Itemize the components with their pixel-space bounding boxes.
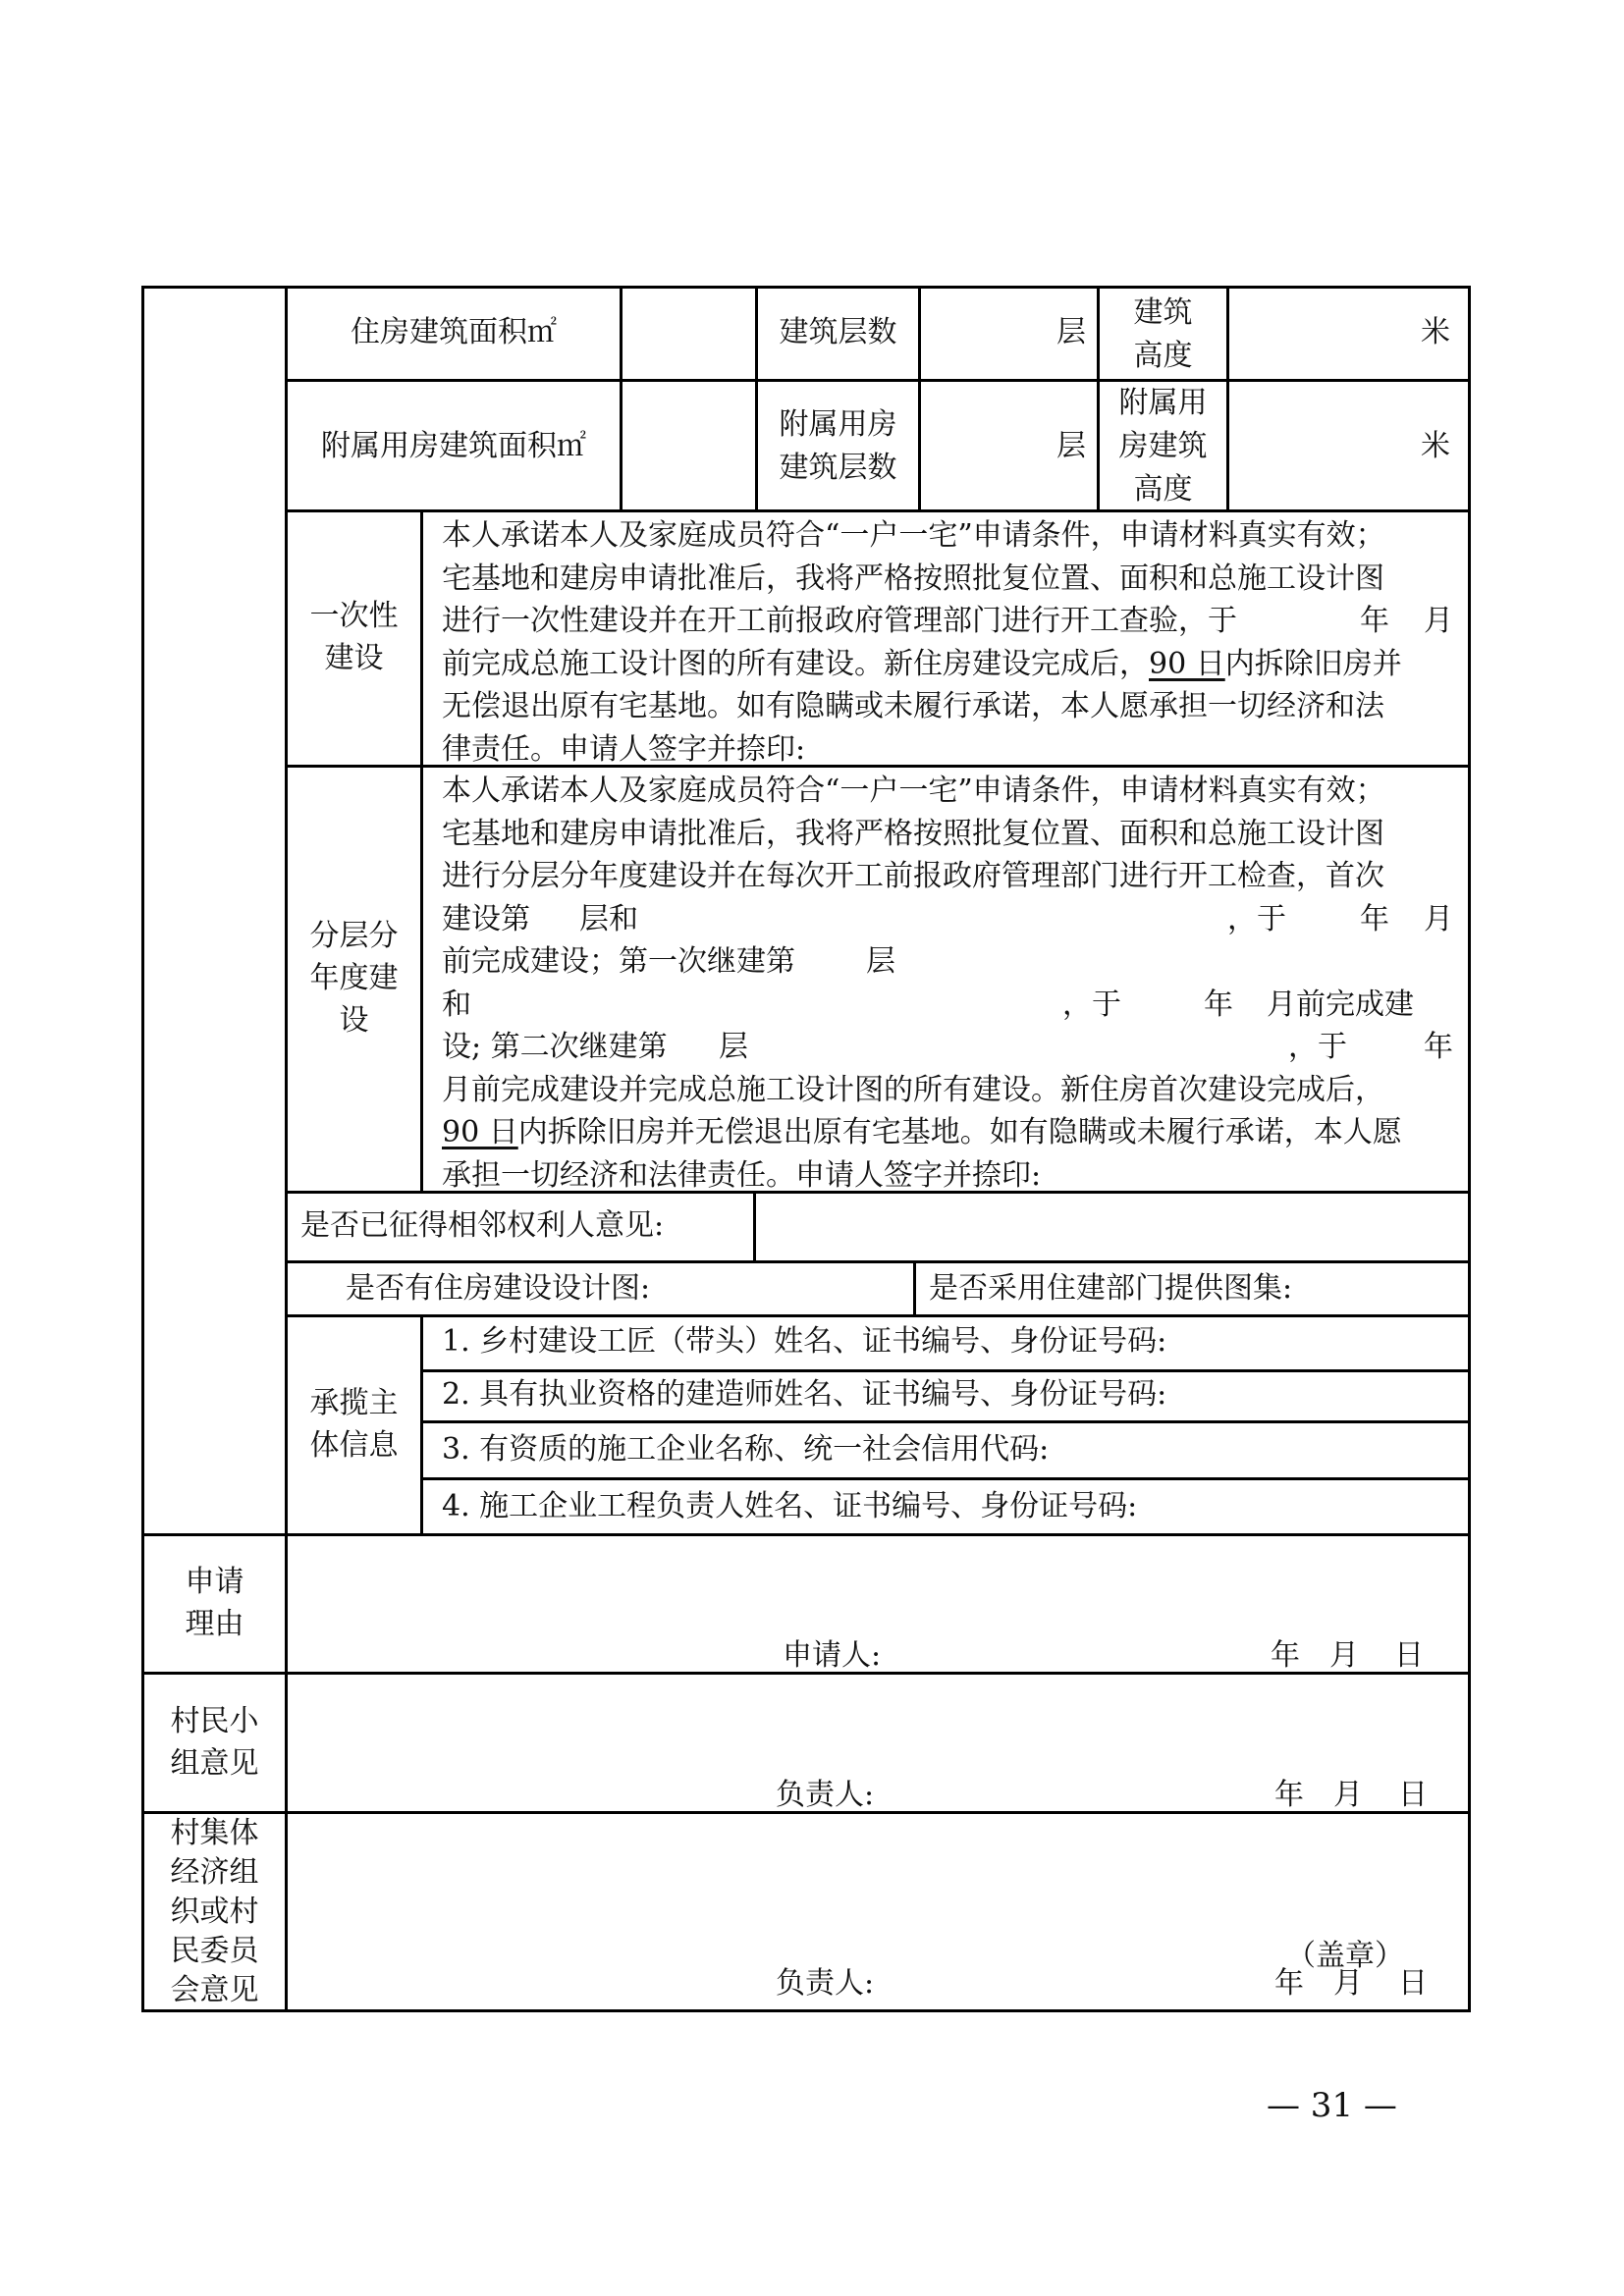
reason-label bbox=[144, 1561, 285, 1645]
divider bbox=[285, 379, 1471, 382]
divider bbox=[913, 1260, 916, 1316]
table-border-right bbox=[1468, 286, 1471, 2012]
divider bbox=[285, 509, 1471, 512]
year-blank[interactable]: 年 bbox=[1360, 604, 1389, 638]
group-opinion-label-line: 村民小 bbox=[170, 1704, 259, 1738]
annex-height-label-1: 附属用 bbox=[1118, 386, 1208, 420]
house-height-label-2: 高度 bbox=[1133, 339, 1193, 373]
contractor-label bbox=[288, 1382, 420, 1467]
annex-floors-label-1: 附属用房 bbox=[779, 407, 897, 442]
committee-opinion-field[interactable] bbox=[289, 1815, 1467, 1933]
staged-label-line: 年度建 bbox=[309, 961, 399, 995]
neighbor-opinion-field[interactable] bbox=[756, 1194, 1468, 1260]
floor-blank[interactable]: 层 bbox=[866, 944, 895, 979]
group-opinion-label-line: 组意见 bbox=[170, 1746, 259, 1781]
commitment-text: 内拆除旧房并无偿退出原有宅基地。如有隐瞒或未履行承诺，本人愿 bbox=[517, 1115, 1402, 1149]
committee-label-line: 民委员 bbox=[170, 1934, 259, 1968]
annex-floors-label-2: 建筑层数 bbox=[779, 451, 897, 485]
commitment-text: 月前完成建 bbox=[1267, 987, 1414, 1022]
divider bbox=[285, 286, 288, 2012]
contractor-label-line: 承揽主 bbox=[309, 1386, 399, 1420]
deadline-days: 90 日 bbox=[1149, 646, 1225, 681]
committee-label-line: 村集体 bbox=[170, 1816, 259, 1850]
commitment-line: 无偿退出原有宅基地。如有隐瞒或未履行承诺，本人愿承担一切经济和法 bbox=[442, 689, 1384, 723]
date-day[interactable]: 日 bbox=[1398, 1778, 1428, 1812]
staged-label-line: 分层分 bbox=[309, 919, 399, 953]
one-time-label-line: 建设 bbox=[324, 641, 384, 675]
commitment-line: 宅基地和建房申请批准后，我将严格按照批复位置、面积和总施工设计图 bbox=[442, 561, 1384, 596]
divider bbox=[285, 1314, 1471, 1317]
table-border-top bbox=[142, 286, 1471, 289]
date-month[interactable]: 月 bbox=[1333, 1778, 1363, 1812]
commitment-line bbox=[442, 1111, 1453, 1154]
committee-label-line: 经济组 bbox=[170, 1855, 259, 1890]
annex-area-value[interactable] bbox=[623, 382, 754, 509]
floor-blank[interactable]: 层和 bbox=[579, 901, 638, 936]
commitment-line: 进行分层分年度建设并在每次开工前报政府管理部门进行开工检查，首次 bbox=[442, 859, 1384, 893]
annex-area-label: 附属用房建筑面积㎡ bbox=[321, 429, 586, 463]
annex-height-label-2: 房建筑 bbox=[1118, 429, 1208, 463]
divider bbox=[422, 1420, 1471, 1423]
divider bbox=[420, 1314, 423, 1535]
commitment-text: 进行一次性建设并在开工前报政府管理部门进行开工查验，于 bbox=[442, 604, 1237, 638]
house-height-label-1: 建筑 bbox=[1133, 295, 1193, 330]
divider bbox=[422, 1369, 1471, 1372]
committee-responsible-label[interactable]: 负责人: bbox=[776, 1966, 875, 2001]
date-year[interactable]: 年 bbox=[1274, 1778, 1304, 1812]
design-drawing-label[interactable]: 是否有住房建设设计图: bbox=[346, 1271, 651, 1306]
commitment-line: 本人承诺本人及家庭成员符合“一户一宅”申请条件，申请材料真实有效； bbox=[442, 774, 1385, 808]
commitment-text: ，于 bbox=[1227, 901, 1286, 936]
annex-floors-unit[interactable]: 层 bbox=[1056, 429, 1086, 463]
applicant-signature-label[interactable]: 申请人: bbox=[783, 1638, 882, 1673]
contractor-item[interactable]: 4. 施工企业工程负责人姓名、证书编号、身份证号码: bbox=[442, 1489, 1138, 1523]
house-floors-label: 建筑层数 bbox=[779, 315, 897, 349]
committee-label-line: 织或村 bbox=[170, 1895, 259, 1929]
contractor-item[interactable]: 3. 有资质的施工企业名称、统一社会信用代码: bbox=[442, 1432, 1050, 1467]
staged-label-line: 设 bbox=[339, 1003, 369, 1038]
commitment-text: 前完成总施工设计图的所有建设。新住房建设完成后， bbox=[442, 646, 1149, 681]
commitment-line: 月前完成建设并完成总施工设计图的所有建设。新住房首次建设完成后， bbox=[442, 1072, 1384, 1107]
contractor-item[interactable]: 1. 乡村建设工匠（带头）姓名、证书编号、身份证号码: bbox=[442, 1324, 1167, 1359]
reason-label-line: 申请 bbox=[185, 1565, 244, 1599]
group-opinion-field[interactable] bbox=[289, 1676, 1467, 1774]
commitment-text: ，于 bbox=[1062, 987, 1121, 1022]
commitment-line bbox=[442, 940, 1453, 984]
atlas-used-label[interactable]: 是否采用住建部门提供图集: bbox=[929, 1271, 1293, 1306]
one-time-label bbox=[288, 595, 420, 679]
house-floors-unit[interactable]: 层 bbox=[1056, 315, 1086, 349]
commitment-line[interactable]: 律责任。申请人签字并捺印: bbox=[442, 731, 806, 767]
commitment-line bbox=[442, 984, 1453, 1027]
commitment-line[interactable]: 承担一切经济和法律责任。申请人签字并捺印: bbox=[442, 1157, 1042, 1193]
date-month[interactable]: 月 bbox=[1333, 1966, 1363, 2001]
commitment-line: 宅基地和建房申请批准后，我将严格按照批复位置、面积和总施工设计图 bbox=[442, 816, 1384, 851]
neighbor-opinion-label: 是否已征得相邻权利人意见: bbox=[300, 1208, 665, 1243]
one-time-label-line: 一次性 bbox=[309, 599, 399, 633]
commitment-text: ，于 bbox=[1288, 1030, 1347, 1064]
date-month[interactable]: 月 bbox=[1329, 1638, 1359, 1673]
date-day[interactable]: 日 bbox=[1398, 1966, 1428, 2001]
year-blank[interactable]: 年 bbox=[1424, 1030, 1453, 1064]
divider bbox=[142, 1533, 1471, 1536]
divider bbox=[422, 1477, 1471, 1480]
deadline-days: 90 日 bbox=[442, 1115, 518, 1149]
house-height-unit[interactable]: 米 bbox=[1421, 315, 1450, 349]
commitment-text: 建设第 bbox=[442, 901, 530, 936]
contractor-label-line: 体信息 bbox=[309, 1428, 399, 1463]
one-time-commitment bbox=[442, 514, 1453, 771]
month-blank[interactable]: 月 bbox=[1424, 604, 1453, 638]
divider bbox=[285, 1260, 1471, 1263]
commitment-line: 本人承诺本人及家庭成员符合“一户一宅”申请条件，申请材料真实有效； bbox=[442, 518, 1385, 553]
page-number: — 31 — bbox=[1267, 2086, 1397, 2125]
commitment-line bbox=[442, 1026, 1453, 1069]
reason-label-line: 理由 bbox=[185, 1607, 244, 1641]
staged-label bbox=[288, 915, 420, 1041]
table-border-bottom bbox=[142, 2009, 1471, 2012]
date-day[interactable]: 日 bbox=[1394, 1638, 1424, 1673]
group-responsible-label[interactable]: 负责人: bbox=[776, 1778, 875, 1812]
commitment-line bbox=[442, 600, 1453, 643]
committee-label-line: 会意见 bbox=[170, 1973, 259, 2007]
divider bbox=[420, 509, 423, 1193]
contractor-item[interactable]: 2. 具有执业资格的建造师姓名、证书编号、身份证号码: bbox=[442, 1377, 1167, 1412]
year-blank[interactable]: 年 bbox=[1360, 901, 1389, 936]
commitment-text: 和 bbox=[442, 987, 471, 1022]
committee-opinion-label bbox=[144, 1814, 285, 2010]
year-blank[interactable]: 年 bbox=[1204, 987, 1233, 1022]
annex-height-unit[interactable]: 米 bbox=[1421, 429, 1450, 463]
group-opinion-label bbox=[144, 1700, 285, 1785]
annex-height-label-3: 高度 bbox=[1133, 472, 1193, 507]
date-year[interactable]: 年 bbox=[1274, 1966, 1304, 2001]
house-area-value[interactable] bbox=[623, 289, 754, 379]
reason-field[interactable] bbox=[289, 1537, 1467, 1635]
month-blank[interactable]: 月 bbox=[1424, 901, 1453, 936]
floor-blank[interactable]: 层 bbox=[719, 1030, 748, 1064]
date-year[interactable]: 年 bbox=[1271, 1638, 1300, 1673]
commitment-line bbox=[442, 898, 1453, 941]
commitment-text: 内拆除旧房并 bbox=[1224, 646, 1402, 681]
seal-label: （盖章） bbox=[1286, 1939, 1404, 1973]
staged-commitment bbox=[442, 770, 1453, 1197]
commitment-text: 前完成建设；第一次继建第 bbox=[442, 944, 795, 979]
house-area-label: 住房建筑面积㎡ bbox=[351, 315, 557, 349]
commitment-line bbox=[442, 643, 1453, 686]
commitment-text: 设; 第二次继建第 bbox=[442, 1030, 668, 1064]
